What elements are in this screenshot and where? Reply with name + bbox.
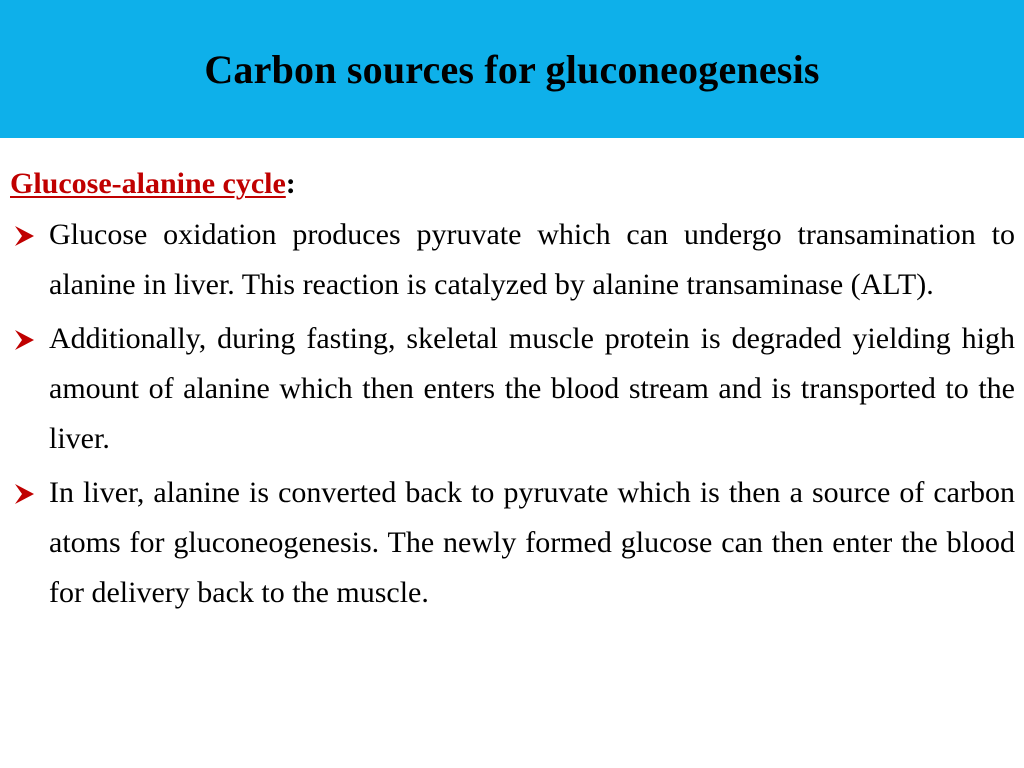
arrowhead-bullet-icon: [13, 225, 35, 247]
bullet-item: [10, 210, 1015, 310]
arrowhead-bullet-icon: [13, 329, 35, 351]
bullet-text: Additionally, during fasting, skeletal muscle protein is degraded yielding high amount of alanine which then enters the blood stream and is transported to the liver.: [49, 322, 1015, 455]
bullet-item: [10, 468, 1015, 618]
arrowhead-bullet-icon: [13, 483, 35, 505]
title-bar: [0, 0, 1024, 138]
bullet-item: [10, 314, 1015, 464]
section-heading-link[interactable]: Glucose-alanine cycle: [10, 167, 286, 200]
bullet-list: [10, 210, 1015, 618]
section-heading: [10, 158, 1015, 210]
bullet-text: Glucose oxidation produces pyruvate which can undergo transamination to alanine in liver. This reaction is catalyzed by alanine transaminase (ALT).: [49, 218, 1015, 301]
section-heading-colon: :: [285, 167, 296, 200]
bullet-text: In liver, alanine is converted back to pyruvate which is then a source of carbon atoms for gluconeogenesis. The newly formed glucose can then enter the blood for delivery back to the muscle.: [49, 476, 1015, 609]
slide-title: Carbon sources for gluconeogenesis: [204, 46, 820, 92]
slide-content: [10, 158, 1015, 622]
